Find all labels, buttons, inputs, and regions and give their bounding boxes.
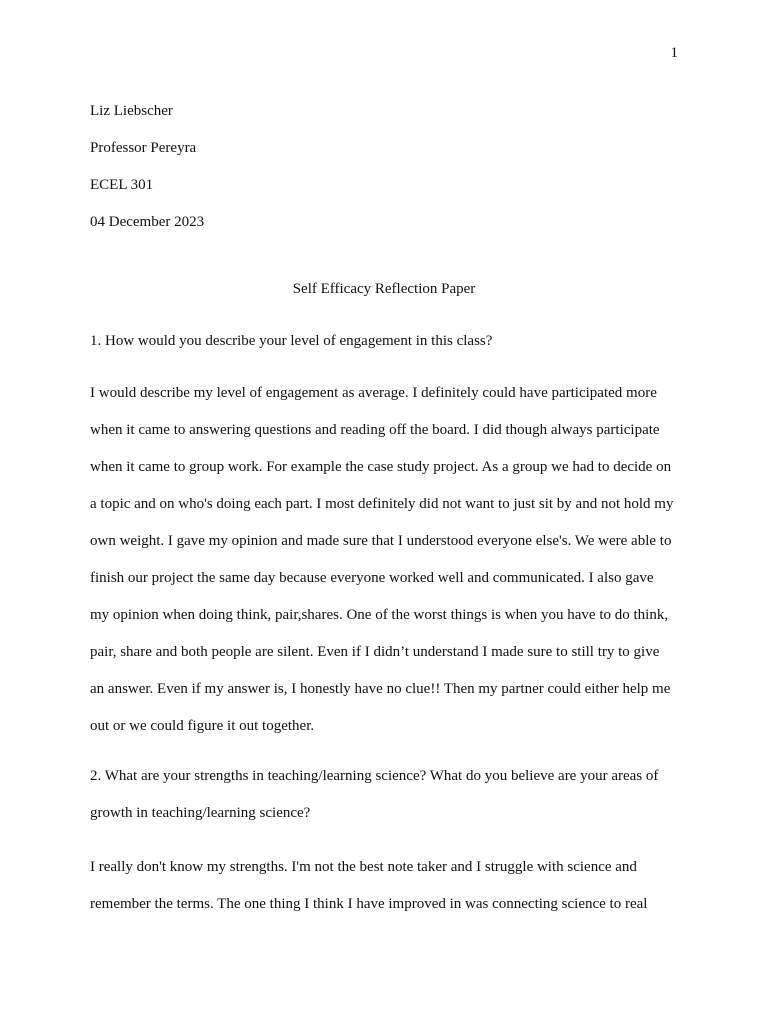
question-1-text: 1. How would you describe your level of engagement in this class?	[90, 333, 493, 349]
paragraph-line: finish our project the same day because everyone worked well and communicated. I also gave	[90, 570, 654, 586]
paragraph-line: a topic and on who's doing each part. I most definitely did not want to just sit by and not hold my	[90, 496, 674, 512]
paragraph-line: my opinion when doing think, pair,shares. One of the worst things is when you have to do think,	[90, 607, 669, 623]
paragraph-line: when it came to group work. For example the case study project. As a group we had to decide on	[90, 459, 672, 475]
question-2-line: 2. What are your strengths in teaching/learning science? What do you believe are your areas of	[90, 768, 659, 784]
mla-heading	[90, 93, 690, 241]
page-number: 1	[670, 45, 678, 61]
question-2-line: growth in teaching/learning science?	[90, 805, 311, 821]
professor-name: Professor Pereyra	[90, 140, 197, 156]
question-2	[90, 758, 690, 832]
paper-title: Self Efficacy Reflection Paper	[292, 281, 476, 297]
course-code: ECEL 301	[90, 177, 154, 193]
paragraph-line: pair, share and both people are silent. Even if I didn’t understand I made sure to still try to give	[90, 644, 660, 660]
author-name: Liz Liebscher	[90, 103, 173, 119]
paragraph-line: I would describe my level of engagement as average. I definitely could have participated more	[90, 385, 657, 401]
paragraph-line: an answer. Even if my answer is, I honestly have no clue!! Then my partner could either help me	[90, 681, 671, 697]
document-date: 04 December 2023	[90, 214, 205, 230]
question-1	[90, 323, 690, 360]
answer-1-paragraph	[90, 375, 690, 745]
paragraph-line: remember the terms. The one thing I think I have improved in was connecting science to real	[90, 896, 648, 912]
paragraph-line: out or we could figure it out together.	[90, 718, 315, 734]
paragraph-line: own weight. I gave my opinion and made sure that I understood everyone else's. We were able to	[90, 533, 672, 549]
paragraph-line: I really don't know my strengths. I'm not the best note taker and I struggle with science and	[90, 859, 637, 875]
paragraph-line: when it came to answering questions and reading off the board. I did though always participate	[90, 422, 660, 438]
answer-2-paragraph	[90, 849, 690, 923]
